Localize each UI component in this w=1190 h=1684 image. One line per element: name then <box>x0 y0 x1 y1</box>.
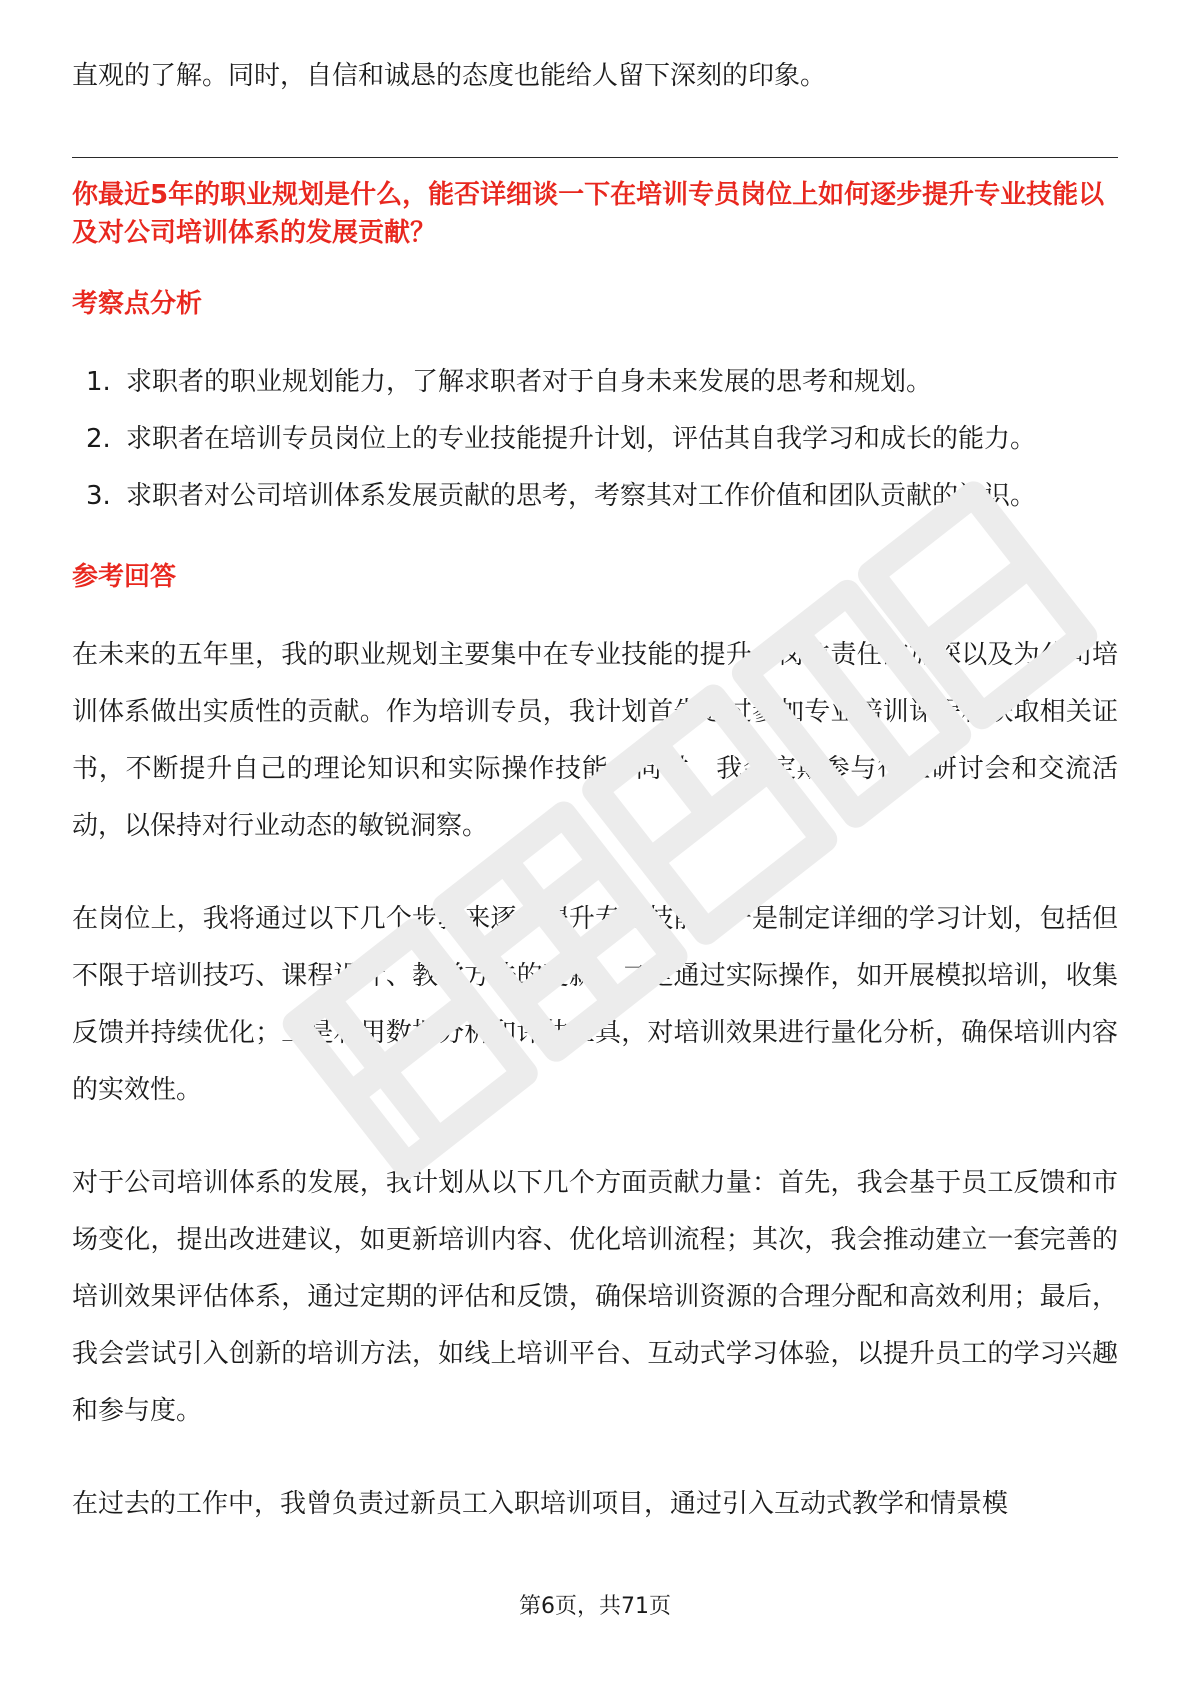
answer-paragraph: 对于公司培训体系的发展，我计划从以下几个方面贡献力量：首先，我会基于员工反馈和市场变化，提出改进建议，如更新培训内容、优化培训流程；其次，我会推动建立一套完善的培训效果评估体系，通过定期的评估和反馈，确保培训资源的合理分配和高效利用；最后，我会尝试引入创新的培训方法，如线上培训平台、互动式学习体验，以提升员工的学习兴趣和参与度。 <box>72 1168 1118 1426</box>
list-item-number: 3. <box>86 481 111 511</box>
list-item <box>72 411 1118 468</box>
list-item <box>72 468 1118 525</box>
answer-paragraph: 在未来的五年里，我的职业规划主要集中在专业技能的提升、岗位责任的加深以及为公司培训体系做出实质性的贡献。作为培训专员，我计划首先通过参加专业培训课程和获取相关证书，不断提升自己的理论知识和实际操作技能。同时，我会定期参与行业研讨会和交流活动，以保持对行业动态的敏锐洞察。 <box>72 640 1118 841</box>
answer-paragraph: 在过去的工作中，我曾负责过新员工入职培训项目，通过引入互动式教学和情景模 <box>72 1489 1009 1519</box>
list-item-text: 求职者在培训专员岗位上的专业技能提升计划，评估其自我学习和成长的能力。 <box>126 424 1037 454</box>
list-item-text: 求职者对公司培训体系发展贡献的思考，考察其对工作价值和团队贡献的认识。 <box>126 481 1037 511</box>
list-item-text: 求职者的职业规划能力，了解求职者对于自身未来发展的思考和规划。 <box>126 367 933 397</box>
list-item-number: 2. <box>86 424 111 454</box>
answer-paragraph: 在岗位上，我将通过以下几个步骤来逐步提升专业技能：一是制定详细的学习计划，包括但不限于培训技巧、课程设计、教学方法的更新；二是通过实际操作，如开展模拟培训，收集反馈并持续优化；三是利用数据分析和评估工具，对培训效果进行量化分析，确保培训内容的实效性。 <box>72 904 1118 1105</box>
page-footer: 第6页，共71页 <box>519 1594 671 1619</box>
document-page <box>72 48 1118 1533</box>
section-divider <box>72 157 1118 158</box>
analysis-list <box>72 354 1118 525</box>
list-item-number: 1. <box>86 367 111 397</box>
question-heading: 你最近5年的职业规划是什么，能否详细谈一下在培训专员岗位上如何逐步提升专业技能以及对公司培训体系的发展贡献？ <box>72 180 1105 248</box>
intro-line: 直观的了解。同时，自信和诚恳的态度也能给人留下深刻的印象。 <box>72 61 827 91</box>
analysis-title: 考察点分析 <box>72 289 203 319</box>
answer-title: 参考回答 <box>72 562 177 592</box>
list-item <box>72 354 1118 411</box>
